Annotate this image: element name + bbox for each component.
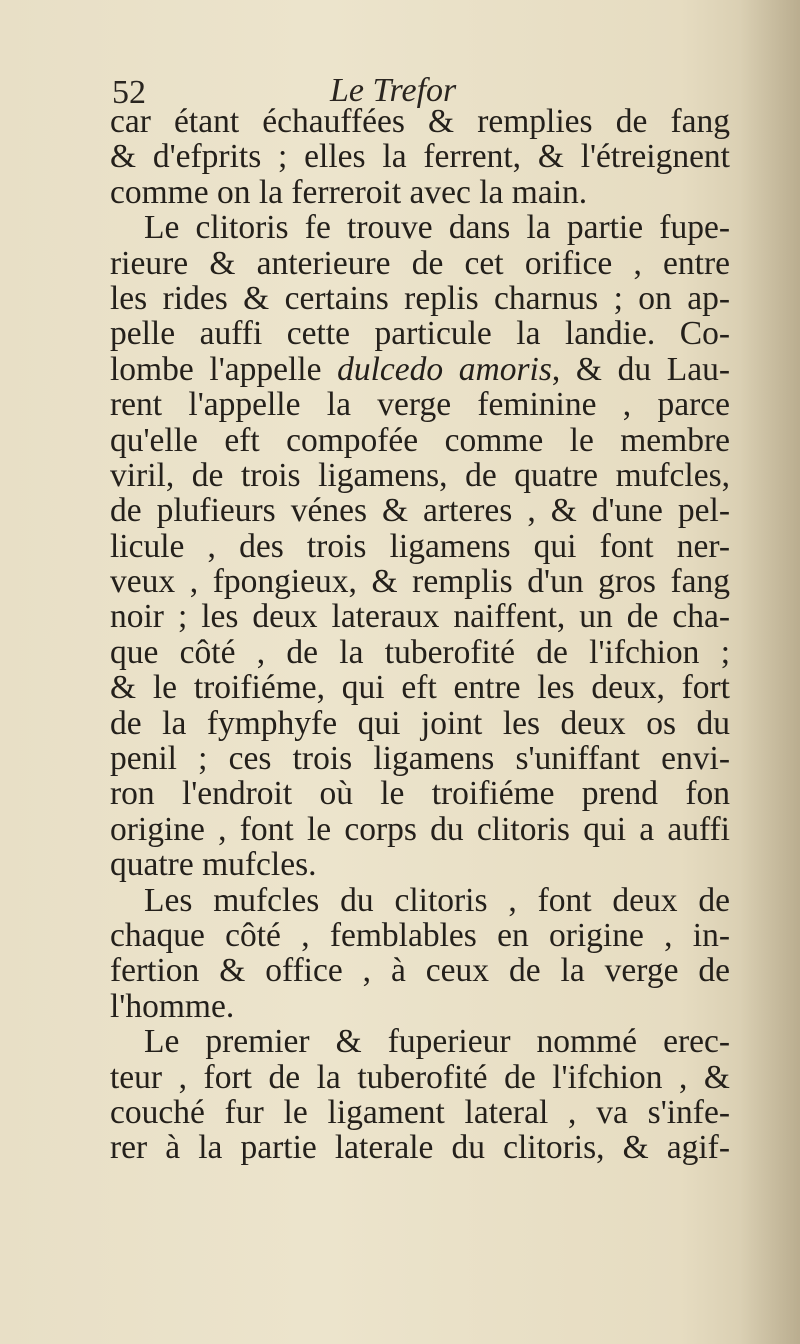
text-line: qu'elle eft compofée comme le membre <box>110 421 730 459</box>
text-line: couché fur le ligament lateral , va s'infe- <box>110 1093 730 1131</box>
running-title: Le Trefor <box>330 72 457 109</box>
text-line: chaque côté , femblables en origine , in- <box>110 916 730 954</box>
page-gutter-shadow <box>740 0 800 1344</box>
text-line: car étant échauffées & remplies de fang <box>110 103 730 140</box>
text-line: l'homme. <box>110 987 235 1025</box>
text-line: pelle auffi cette particule la landie. Co- <box>110 315 730 353</box>
text-line: les rides & certains replis charnus ; on ap- <box>110 279 730 317</box>
text-line: & d'efprits ; elles la ferrent, & l'étreignent <box>110 138 730 176</box>
text-line: rer à la partie laterale du clitoris, & agif- <box>110 1129 730 1167</box>
text-line: que côté , de la tuberofité de l'ifchion ; <box>110 633 730 671</box>
body-text <box>110 104 730 1166</box>
text-line: comme on la ferreroit avec la main. <box>110 173 588 211</box>
text-line: licule , des trois ligamens qui font ner- <box>110 527 730 565</box>
text-line: veux , fpongieux, & remplis d'un gros fang <box>110 563 730 601</box>
text-line: fertion & office , à ceux de la verge de <box>110 952 730 990</box>
text-line: rent l'appelle la verge feminine , parce <box>110 386 730 424</box>
text-line: origine , font le corps du clitoris qui a auffi <box>110 810 730 848</box>
text-line: Le premier & fuperieur nommé erec- <box>144 1023 730 1061</box>
text-line: lombe l'appelle dulcedo amoris, & du Lau- <box>110 350 731 388</box>
text-line: noir ; les deux lateraux naiffent, un de cha- <box>110 598 730 636</box>
text-line: penil ; ces trois ligamens s'uniffant envi- <box>110 740 730 778</box>
text-line: & le troifiéme, qui eft entre les deux, fort <box>110 669 730 707</box>
latin-phrase: dulcedo amoris <box>337 350 552 388</box>
text-line: de la fymphyfe qui joint les deux os du <box>110 704 730 742</box>
text-line: Les mufcles du clitoris , font deux de <box>144 881 730 919</box>
text-line: rieure & anterieure de cet orifice , entre <box>110 244 730 282</box>
text-line: de plufieurs vénes & arteres , & d'une pel- <box>110 492 730 530</box>
text-line: quatre mufcles. <box>110 846 317 884</box>
text-line: teur , fort de la tuberofité de l'ifchion , & <box>110 1058 730 1096</box>
text-line: viril, de trois ligamens, de quatre mufcles, <box>110 456 730 494</box>
text-line: Le clitoris fe trouve dans la partie fupe- <box>144 209 730 247</box>
text-line: ron l'endroit où le troifiéme prend fon <box>110 775 730 813</box>
page-number: 52 <box>112 74 146 111</box>
